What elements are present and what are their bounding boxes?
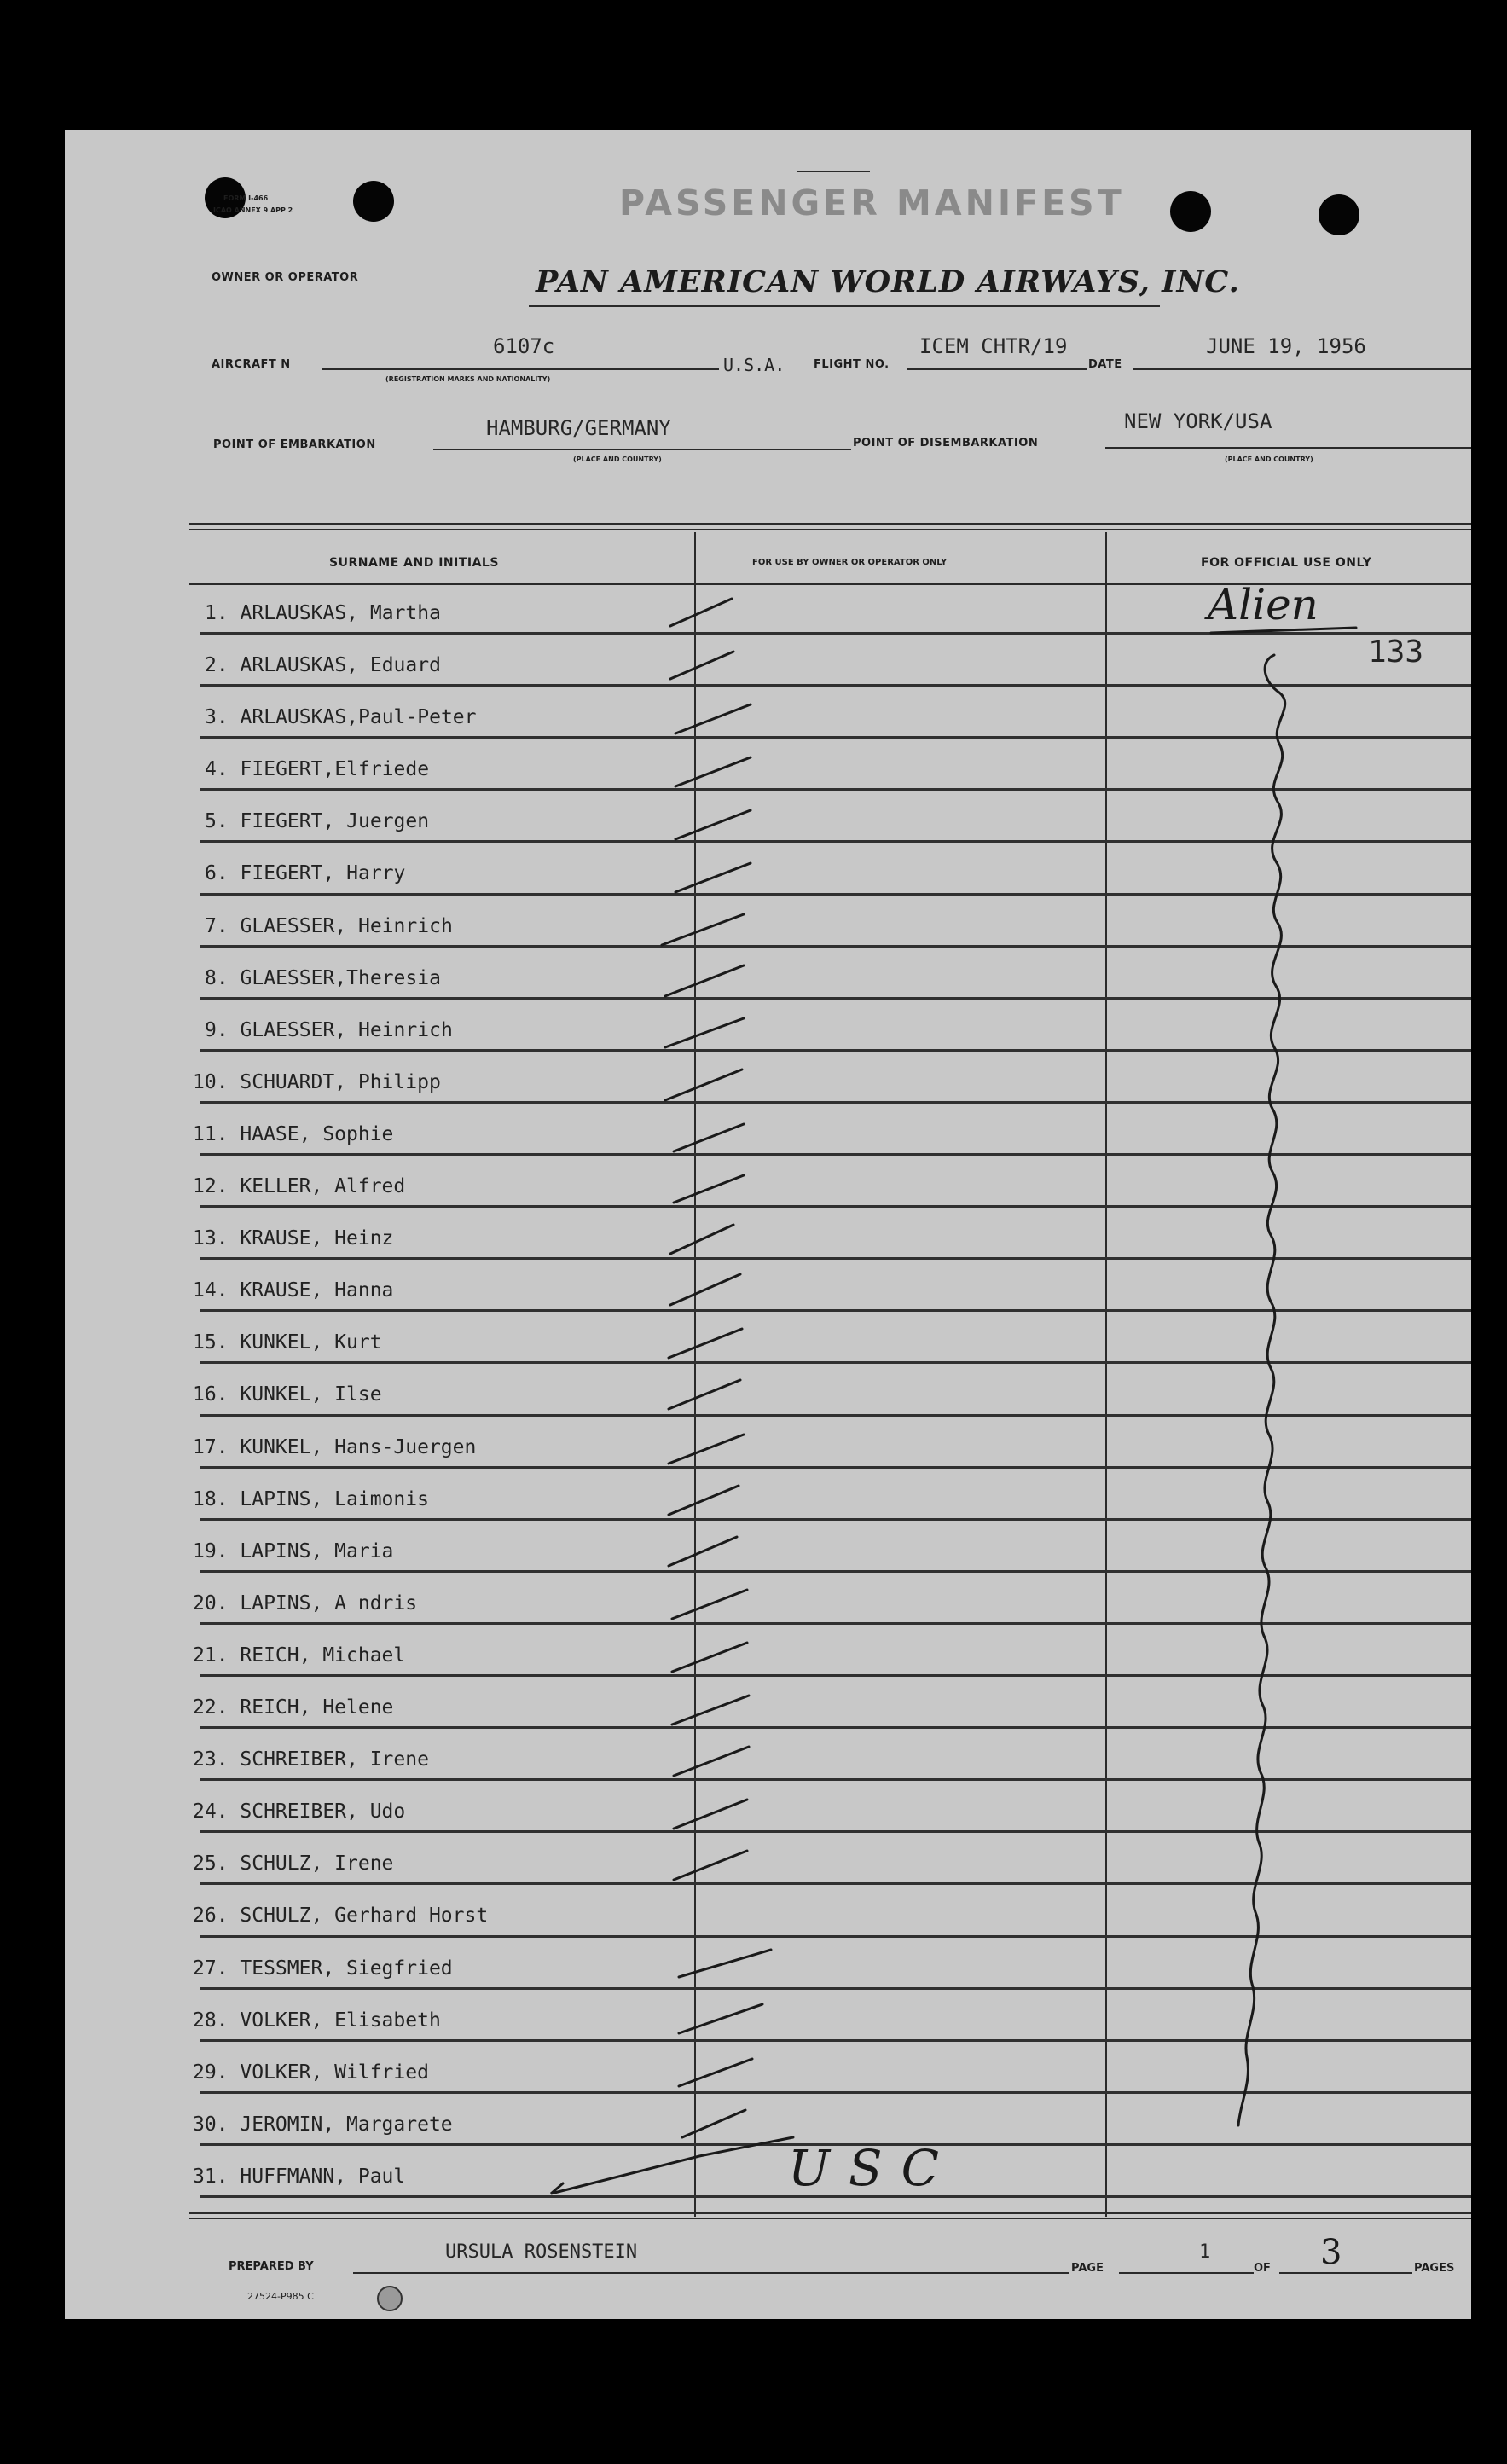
col-surname-header: SURNAME AND INITIALS — [329, 556, 499, 570]
disembark-label: POINT OF DISEMBARKATION — [853, 437, 1039, 449]
table-row-rule — [200, 1935, 1471, 1938]
passenger-name: 8. GLAESSER,Theresia — [205, 966, 441, 989]
table-row-rule — [200, 788, 1471, 791]
passenger-name: 18. LAPINS, Laimonis — [193, 1487, 429, 1510]
page-label: PAGE — [1071, 2262, 1104, 2275]
passenger-name: 4. FIEGERT,Elfriede — [205, 758, 430, 781]
passenger-name: 21. REICH, Michael — [193, 1644, 406, 1667]
prepared-label: PREPARED BY — [229, 2260, 314, 2273]
table-top-rule — [189, 523, 1471, 525]
punch-hole — [1319, 194, 1359, 235]
table-bottom-rule — [189, 2212, 1471, 2214]
table-row-rule — [200, 1622, 1471, 1625]
col-official-header: FOR OFFICIAL USE ONLY — [1201, 556, 1372, 570]
prepared-value: URSULA ROSENSTEIN — [445, 2241, 638, 2263]
owner-underline — [529, 305, 1160, 307]
flight-value: ICEM CHTR/19 — [919, 334, 1068, 358]
form-annex: ICAO ANNEX 9 APP 2 — [213, 206, 293, 214]
passenger-name: 17. KUNKEL, Hans-Juergen — [193, 1435, 477, 1458]
table-row-rule — [200, 1049, 1471, 1052]
aircraft-value: 6107c — [493, 334, 555, 358]
passenger-name: 24. SCHREIBER, Udo — [193, 1800, 406, 1823]
print-code: 27524-P985 C — [247, 2291, 314, 2302]
table-row-rule — [200, 1674, 1471, 1677]
table-row-rule — [200, 1882, 1471, 1885]
passenger-name: 13. KRAUSE, Heinz — [193, 1227, 394, 1250]
passenger-name: 16. KUNKEL, Ilse — [193, 1383, 382, 1406]
passenger-name: 29. VOLKER, Wilfried — [193, 2061, 429, 2084]
passenger-name: 2. ARLAUSKAS, Eduard — [205, 654, 441, 677]
title-dash — [797, 171, 870, 172]
official-count: 133 — [1368, 635, 1424, 670]
table-row-rule — [200, 736, 1471, 739]
passenger-name: 12. KELLER, Alfred — [193, 1175, 406, 1198]
table-row-rule — [200, 632, 1471, 635]
passenger-name: 23. SCHREIBER, Irene — [193, 1748, 429, 1771]
passenger-name: 26. SCHULZ, Gerhard Horst — [193, 1905, 489, 1928]
passenger-name: 15. KUNKEL, Kurt — [193, 1331, 382, 1354]
passenger-name: 3. ARLAUSKAS,Paul-Peter — [205, 706, 477, 729]
nationality-value: U.S.A. — [723, 355, 785, 375]
passenger-name: 14. KRAUSE, Hanna — [193, 1279, 394, 1302]
owner-value: PAN AMERICAN WORLD AIRWAYS, INC. — [536, 264, 1240, 299]
table-row-rule — [200, 1153, 1471, 1156]
table-row-rule — [200, 1257, 1471, 1260]
of-value: 3 — [1320, 2233, 1342, 2272]
table-row-rule — [200, 1309, 1471, 1312]
form-number: FORM I-466 — [223, 194, 269, 202]
table-row-rule — [200, 1987, 1471, 1990]
table-row-rule — [200, 1518, 1471, 1521]
table-row-rule — [200, 840, 1471, 843]
column-divider-right — [1105, 532, 1107, 2217]
table-row-rule — [200, 2039, 1471, 2042]
flight-label: FLIGHT NO. — [814, 358, 890, 371]
disembark-caption: (PLACE AND COUNTRY) — [1225, 455, 1313, 463]
date-value: JUNE 19, 1956 — [1206, 334, 1366, 358]
column-divider-left — [694, 532, 696, 2217]
passenger-name: 5. FIEGERT, Juergen — [205, 810, 430, 833]
table-row-rule — [200, 1726, 1471, 1729]
passenger-name: 7. GLAESSER, Heinrich — [205, 914, 453, 937]
of-label: OF — [1254, 2262, 1271, 2275]
table-row-rule — [200, 1466, 1471, 1469]
owner-label: OWNER OR OPERATOR — [212, 271, 359, 284]
passenger-name: 22. REICH, Helene — [193, 1696, 394, 1719]
manifest-title: PASSENGER MANIFEST — [619, 183, 1125, 223]
table-row-rule — [200, 1830, 1471, 1833]
passenger-name: 1. ARLAUSKAS, Martha — [205, 602, 441, 624]
table-row-rule — [200, 1101, 1471, 1104]
passenger-name: 30. JEROMIN, Margarete — [193, 2113, 453, 2136]
page-value: 1 — [1199, 2241, 1211, 2263]
passenger-name: 9. GLAESSER, Heinrich — [205, 1018, 453, 1041]
table-row-rule — [200, 1570, 1471, 1573]
table-row-rule — [200, 684, 1471, 687]
date-label: DATE — [1088, 358, 1122, 371]
table-row-rule — [200, 1361, 1471, 1364]
passenger-name: 31. HUFFMANN, Paul — [193, 2165, 406, 2188]
punch-hole — [353, 181, 394, 222]
table-row-rule — [200, 945, 1471, 948]
table-row-rule — [200, 893, 1471, 896]
table-row-rule — [200, 997, 1471, 1000]
official-note: Alien — [1208, 580, 1319, 629]
table-row-rule — [200, 2091, 1471, 2094]
embark-caption: (PLACE AND COUNTRY) — [573, 455, 662, 463]
passenger-name: 11. HAASE, Sophie — [193, 1122, 394, 1145]
punch-hole — [1170, 191, 1211, 232]
aircraft-label: AIRCRAFT N — [212, 358, 291, 371]
embark-value: HAMBURG/GERMANY — [486, 416, 671, 440]
passenger-name: 10. SCHUARDT, Philipp — [193, 1070, 441, 1093]
pages-label: PAGES — [1414, 2262, 1455, 2275]
col-operator-header: FOR USE BY OWNER OR OPERATOR ONLY — [752, 558, 948, 567]
passenger-name: 19. LAPINS, Maria — [193, 1539, 394, 1562]
passenger-name: 25. SCHULZ, Irene — [193, 1852, 394, 1876]
disembark-value: NEW YORK/USA — [1124, 409, 1272, 433]
passenger-name: 20. LAPINS, A ndris — [193, 1591, 418, 1615]
table-row-rule — [200, 1778, 1471, 1781]
operator-note: USC — [788, 2139, 958, 2197]
passenger-name: 28. VOLKER, Elisabeth — [193, 2009, 441, 2032]
table-row-rule — [200, 1205, 1471, 1208]
embark-label: POINT OF EMBARKATION — [213, 438, 376, 451]
registration-caption: (REGISTRATION MARKS AND NATIONALITY) — [385, 375, 551, 383]
table-row-rule — [200, 1414, 1471, 1417]
passenger-name: 27. TESSMER, Siegfried — [193, 1957, 453, 1980]
passenger-name: 6. FIEGERT, Harry — [205, 862, 406, 885]
union-label-icon — [377, 2286, 403, 2311]
